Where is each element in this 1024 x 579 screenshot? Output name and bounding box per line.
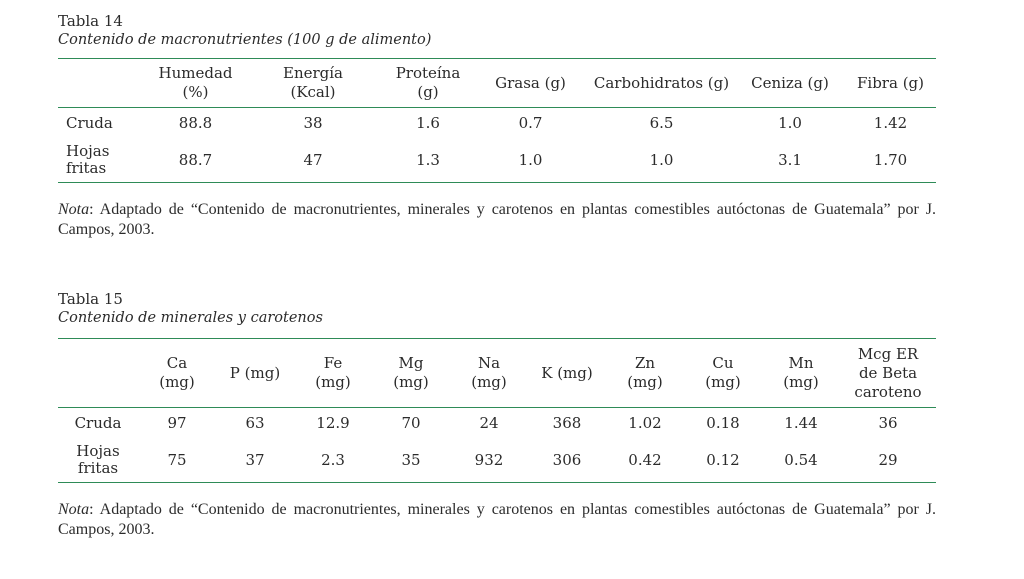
header-cell: Fibra (g) [845, 59, 936, 108]
table-cell: 38 [303, 114, 323, 132]
header-cell: Mg (mg) [372, 339, 450, 408]
table-cell: 37 [216, 438, 294, 483]
table-cell: 0.7 [518, 114, 543, 132]
table-cell: 0.12 [684, 438, 762, 483]
header-cell: Cu (mg) [684, 339, 762, 408]
table-header-row [58, 59, 936, 108]
header-cell: Ceniza (g) [735, 59, 845, 108]
table-14-title: Contenido de macronutrientes (100 g de alimento) [58, 32, 432, 48]
table-cell: 12.9 [316, 414, 350, 432]
header-cell: Mn (mg) [762, 339, 840, 408]
table-cell: 35 [372, 438, 450, 483]
table-14-number: Tabla 14 [58, 12, 123, 30]
table-cell: 306 [528, 438, 606, 483]
table-15-block [58, 290, 936, 540]
macronutrients-table [58, 58, 936, 183]
table-cell: 47 [243, 138, 383, 183]
header-cell: Na (mg) [450, 339, 528, 408]
table-row [58, 438, 936, 483]
note-label: Nota [58, 501, 90, 518]
table-cell: 1.44 [784, 414, 818, 432]
table-14-block [58, 12, 936, 240]
row-label: Cruda [74, 414, 122, 432]
header-cell: Carbohidratos (g) [588, 59, 735, 108]
table-cell: 1.0 [588, 138, 735, 183]
header-cell: Ca (mg) [138, 339, 216, 408]
table-cell: 0.42 [606, 438, 684, 483]
header-cell: Proteína (g) [383, 59, 473, 108]
table-14-note [58, 200, 936, 240]
table-cell: 70 [401, 414, 421, 432]
table-cell: 88.8 [178, 114, 213, 132]
header-cell: Grasa (g) [473, 59, 588, 108]
table-cell: 63 [245, 414, 265, 432]
table-cell: 1.0 [473, 138, 588, 183]
header-cell [58, 59, 148, 108]
note-label: Nota [58, 201, 90, 218]
table-cell: 3.1 [735, 138, 845, 183]
table-cell: 6.5 [649, 114, 674, 132]
minerals-table [58, 338, 936, 483]
table-row [58, 408, 936, 439]
table-cell: 1.3 [383, 138, 473, 183]
table-cell: 0.54 [762, 438, 840, 483]
note-text: : Adaptado de “Contenido de macronutrientes, minerales y carotenos en plantas comestibles autóctonas de Guatemala” por J. Campos, 2003. [58, 501, 936, 538]
row-label: Hojas fritas [58, 438, 138, 483]
table-cell: 2.3 [294, 438, 372, 483]
table-cell: 932 [450, 438, 528, 483]
header-cell: Energía (Kcal) [243, 59, 383, 108]
table-header-row [58, 339, 936, 408]
table-cell: 1.42 [873, 114, 908, 132]
table-cell: 36 [878, 414, 898, 432]
note-text: : Adaptado de “Contenido de macronutrientes, minerales y carotenos en plantas comestibles autóctonas de Guatemala” por J. Campos, 2003. [58, 201, 936, 238]
header-cell: K (mg) [528, 339, 606, 408]
row-label: Hojas fritas [58, 138, 148, 183]
table-cell: 1.70 [845, 138, 936, 183]
table-15-title: Contenido de minerales y carotenos [58, 310, 323, 326]
table-cell: 0.18 [706, 414, 740, 432]
header-cell: Mcg ER de Beta caroteno [840, 339, 936, 408]
header-cell: Fe (mg) [294, 339, 372, 408]
table-15-number: Tabla 15 [58, 290, 123, 308]
table-row [58, 138, 936, 183]
table-cell: 88.7 [148, 138, 243, 183]
row-label: Cruda [66, 114, 113, 132]
header-cell: Zn (mg) [606, 339, 684, 408]
table-cell: 1.6 [416, 114, 440, 132]
header-cell: P (mg) [216, 339, 294, 408]
table-cell: 1.02 [628, 414, 662, 432]
header-cell [58, 339, 138, 408]
table-cell: 24 [479, 414, 499, 432]
table-row [58, 108, 936, 139]
table-cell: 97 [167, 414, 187, 432]
table-cell: 368 [552, 414, 582, 432]
table-15-note [58, 500, 936, 540]
table-cell: 75 [138, 438, 216, 483]
table-cell: 29 [840, 438, 936, 483]
table-cell: 1.0 [778, 114, 802, 132]
header-cell: Humedad (%) [148, 59, 243, 108]
